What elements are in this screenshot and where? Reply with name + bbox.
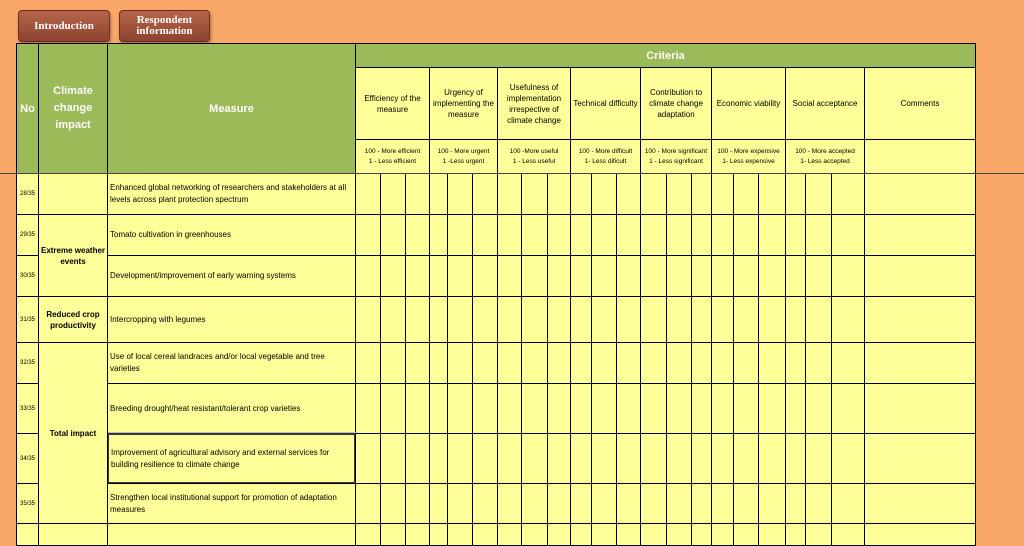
score-input-c3-3[interactable]: [547, 342, 571, 384]
score-input-c3-3[interactable]: [547, 523, 571, 546]
criteria-scale-6: [711, 139, 786, 174]
score-input-c7-3[interactable]: [831, 433, 865, 484]
score-input-c7-3[interactable]: [831, 483, 865, 524]
comments-input[interactable]: [864, 255, 976, 297]
criteria-scale-low: 1 -Less urgent: [442, 157, 485, 165]
score-input-c3-1[interactable]: [497, 173, 522, 215]
row-no-text: 28/35: [19, 191, 35, 197]
score-input-c3-2[interactable]: [521, 296, 548, 343]
header-no-text: No: [20, 102, 35, 115]
score-input-c4-3[interactable]: [616, 255, 641, 297]
score-input-c6-1[interactable]: [711, 383, 734, 434]
score-input-c3-1[interactable]: [497, 383, 522, 434]
row-no-text: 29/35: [19, 232, 35, 238]
score-input-c5-2[interactable]: [666, 342, 692, 384]
score-input-c7-2[interactable]: [805, 214, 832, 256]
respondent-button-label-2: information: [136, 25, 193, 37]
score-input-c1-1[interactable]: [355, 296, 381, 343]
row-no: [16, 214, 39, 256]
row-no: [16, 383, 39, 434]
score-input-c2-2[interactable]: [447, 296, 473, 343]
header-criteria: [355, 43, 976, 68]
score-input-c3-2[interactable]: [521, 255, 548, 297]
criteria-scale-low: 1 - Less significant: [649, 157, 703, 165]
score-input-c4-3[interactable]: [616, 342, 641, 384]
score-input-c3-1[interactable]: [497, 255, 522, 297]
score-input-c4-1[interactable]: [570, 483, 592, 524]
score-input-c3-1[interactable]: [497, 433, 522, 484]
score-input-c2-2[interactable]: [447, 383, 473, 434]
score-input-c6-2[interactable]: [733, 523, 759, 546]
score-input-c7-3[interactable]: [831, 523, 865, 546]
impact-total: [38, 342, 108, 524]
score-input-c4-3[interactable]: [616, 214, 641, 256]
score-input-c4-1[interactable]: [570, 383, 592, 434]
score-input-c7-3[interactable]: [831, 173, 865, 215]
score-input-c3-1[interactable]: [497, 523, 522, 546]
score-input-c6-3[interactable]: [758, 214, 786, 256]
impact-extreme-weather: [38, 214, 108, 297]
score-input-c2-3[interactable]: [472, 483, 498, 524]
score-input-c4-1[interactable]: [570, 342, 592, 384]
score-input-c4-2[interactable]: [591, 433, 617, 484]
row-no-text: 34/35: [19, 455, 35, 462]
score-input-c1-2[interactable]: [380, 483, 406, 524]
score-input-c7-1[interactable]: [785, 214, 806, 256]
score-input-c5-2[interactable]: [666, 383, 692, 434]
comments-input[interactable]: [864, 296, 976, 343]
score-input-c3-3[interactable]: [547, 173, 571, 215]
score-input-c7-2[interactable]: [805, 483, 832, 524]
comments-input[interactable]: [864, 214, 976, 256]
measure-cell-text: Development/improvement of early warning systems: [110, 271, 296, 280]
score-input-c4-2[interactable]: [591, 523, 617, 546]
score-input-c2-1[interactable]: [429, 296, 448, 343]
score-input-c4-1[interactable]: [570, 433, 592, 484]
score-input-c7-2[interactable]: [805, 383, 832, 434]
criteria-scale-high: 100 - More expensive: [717, 147, 780, 155]
criteria-scale-3: [497, 139, 571, 174]
header-line: impact: [55, 119, 91, 131]
comments-input[interactable]: [864, 523, 976, 546]
header-line: Climate: [53, 85, 93, 97]
score-input-c6-1[interactable]: [711, 255, 734, 297]
criteria-name-6-text: Economic viability: [716, 99, 781, 108]
score-input-c1-2[interactable]: [380, 342, 406, 384]
criteria-name-4: [570, 67, 641, 140]
score-input-c1-3[interactable]: [405, 433, 430, 484]
criteria-scale-low: 1 - Less useful: [512, 157, 556, 165]
header-no: [16, 43, 39, 174]
score-input-c4-1[interactable]: [570, 173, 592, 215]
score-input-c4-2[interactable]: [591, 342, 617, 384]
score-input-c7-3[interactable]: [831, 255, 865, 297]
header-line: change: [53, 102, 93, 114]
score-input-c6-1[interactable]: [711, 173, 734, 215]
score-input-c4-2[interactable]: [591, 255, 617, 297]
criteria-name-3: [497, 67, 571, 140]
score-input-c7-1[interactable]: [785, 342, 806, 384]
row-no-text: 35/35: [19, 500, 35, 507]
score-input-c1-3[interactable]: [405, 523, 430, 546]
score-input-c5-2[interactable]: [666, 173, 692, 215]
score-input-c6-2[interactable]: [733, 296, 759, 343]
score-input-c2-2[interactable]: [447, 214, 473, 256]
criteria-scale-high: 100 - More efficient: [364, 147, 421, 155]
header-measure: [107, 43, 356, 174]
score-input-c7-2[interactable]: [805, 173, 832, 215]
score-input-c2-2[interactable]: [447, 483, 473, 524]
score-input-c3-2[interactable]: [521, 214, 548, 256]
row-no: [16, 342, 39, 384]
measure-cell[interactable]: [107, 255, 356, 297]
criteria-scale-1: [355, 139, 430, 174]
score-input-c7-3[interactable]: [831, 296, 865, 343]
score-input-c2-1[interactable]: [429, 523, 448, 546]
score-input-c1-1[interactable]: [355, 383, 381, 434]
score-input-c5-1[interactable]: [640, 296, 667, 343]
score-input-c3-1[interactable]: [497, 296, 522, 343]
score-input-c1-2[interactable]: [380, 173, 406, 215]
score-input-c1-2[interactable]: [380, 214, 406, 256]
criteria-scale-low: 1 - Less efficient: [368, 157, 417, 165]
score-input-c3-3[interactable]: [547, 296, 571, 343]
score-input-c7-2[interactable]: [805, 255, 832, 297]
score-input-c5-1[interactable]: [640, 214, 667, 256]
score-input-c2-3[interactable]: [472, 523, 498, 546]
score-input-c2-3[interactable]: [472, 342, 498, 384]
measure-cell[interactable]: [107, 173, 356, 215]
score-input-c2-3[interactable]: [472, 296, 498, 343]
score-input-c1-3[interactable]: [405, 342, 430, 384]
score-input-c1-2[interactable]: [380, 433, 406, 484]
score-input-c1-2[interactable]: [380, 523, 406, 546]
criteria-scale-7: [785, 139, 865, 174]
score-input-c2-3[interactable]: [472, 173, 498, 215]
score-input-c7-3[interactable]: [831, 383, 865, 434]
score-input-c4-2[interactable]: [591, 173, 617, 215]
score-input-c2-1[interactable]: [429, 342, 448, 384]
score-input-c5-3[interactable]: [691, 383, 712, 434]
score-input-c1-1[interactable]: [355, 342, 381, 384]
score-input-c6-2[interactable]: [733, 433, 759, 484]
measure-cell-text: Breeding drought/heat resistant/tolerant crop varieties: [110, 403, 301, 413]
score-input-c6-3[interactable]: [758, 173, 786, 215]
score-input-c1-2[interactable]: [380, 296, 406, 343]
score-input-c3-3[interactable]: [547, 483, 571, 524]
score-input-c6-3[interactable]: [758, 296, 786, 343]
criteria-name-2: [429, 67, 498, 140]
score-input-c4-2[interactable]: [591, 383, 617, 434]
score-input-c7-1[interactable]: [785, 255, 806, 297]
score-input-c6-2[interactable]: [733, 342, 759, 384]
score-input-c2-2[interactable]: [447, 433, 473, 484]
criteria-name-2-text: Urgency of implementing the measure: [433, 88, 494, 119]
comments-input[interactable]: [864, 383, 976, 434]
row-no-text: 32/35: [19, 360, 35, 366]
measure-cell-text: Use of local cereal landraces and/or local vegetable and tree varieties: [110, 352, 325, 373]
measure-cell-text: Intercropping with legumes: [110, 314, 206, 324]
criteria-name-1-text: Efficiency of the measure: [364, 93, 421, 114]
row-no: [16, 483, 39, 524]
score-input-c6-3[interactable]: [758, 433, 786, 484]
score-input-c5-2[interactable]: [666, 296, 692, 343]
criteria-scale-5: [640, 139, 712, 174]
score-input-c4-3[interactable]: [616, 483, 641, 524]
score-input-c5-3[interactable]: [691, 483, 712, 524]
header-comments-text: Comments: [900, 99, 940, 108]
score-input-c7-1[interactable]: [785, 296, 806, 343]
score-input-c4-2[interactable]: [591, 214, 617, 256]
score-input-c4-2[interactable]: [591, 296, 617, 343]
score-input-c1-1[interactable]: [355, 255, 381, 297]
score-input-c3-2[interactable]: [521, 383, 548, 434]
score-input-c1-1[interactable]: [355, 483, 381, 524]
header-measure-text: Measure: [209, 102, 254, 115]
score-input-c2-1[interactable]: [429, 214, 448, 256]
score-input-c3-3[interactable]: [547, 214, 571, 256]
score-input-c3-3[interactable]: [547, 383, 571, 434]
criteria-scale-high: 100 - More accepted: [795, 147, 855, 155]
score-input-c5-2[interactable]: [666, 523, 692, 546]
score-input-c6-2[interactable]: [733, 214, 759, 256]
measure-cell[interactable]: [107, 296, 356, 343]
criteria-scale-2: [429, 139, 498, 174]
score-input-c7-3[interactable]: [831, 214, 865, 256]
criteria-name-5-text: Contribution to climate change adaptation: [649, 88, 703, 119]
score-input-c7-1[interactable]: [785, 383, 806, 434]
measure-cell[interactable]: [107, 433, 356, 484]
score-input-c2-1[interactable]: [429, 433, 448, 484]
row-no: [16, 433, 39, 484]
score-input-c4-1[interactable]: [570, 255, 592, 297]
score-input-c6-3[interactable]: [758, 383, 786, 434]
score-input-c2-2[interactable]: [447, 523, 473, 546]
score-input-c4-3[interactable]: [616, 173, 641, 215]
impact-reduced-crop: [38, 296, 108, 343]
score-input-c1-1[interactable]: [355, 214, 381, 256]
score-input-c5-3[interactable]: [691, 214, 712, 256]
score-input-c1-3[interactable]: [405, 255, 430, 297]
score-input-c5-1[interactable]: [640, 523, 667, 546]
score-input-c4-3[interactable]: [616, 433, 641, 484]
score-input-c6-1[interactable]: [711, 214, 734, 256]
criteria-scale-low: 1- Less expensive: [722, 157, 775, 165]
score-input-c2-3[interactable]: [472, 433, 498, 484]
impact-blank: [38, 523, 108, 546]
row-no: [16, 173, 39, 215]
measure-cell-text: Strengthen local institutional support for promotion of adaptation measures: [110, 492, 337, 514]
criteria-name-1: [355, 67, 430, 140]
score-input-c5-1[interactable]: [640, 483, 667, 524]
score-input-c5-3[interactable]: [691, 255, 712, 297]
score-input-c5-2[interactable]: [666, 214, 692, 256]
score-input-c6-2[interactable]: [733, 383, 759, 434]
measure-cell[interactable]: [107, 483, 356, 524]
score-input-c6-3[interactable]: [758, 483, 786, 524]
score-input-c2-1[interactable]: [429, 255, 448, 297]
freeze-pane-line: [0, 173, 1024, 174]
impact-extreme-weather-text: Extreme weather events: [40, 245, 106, 266]
criteria-scale-high: 100 - More urgent: [437, 147, 490, 155]
header-criteria-text: Criteria: [646, 49, 685, 62]
score-input-c5-2[interactable]: [666, 483, 692, 524]
header-climate-change-impact: [38, 43, 108, 174]
score-input-c3-2[interactable]: [521, 433, 548, 484]
score-input-c5-3[interactable]: [691, 296, 712, 343]
score-input-c4-3[interactable]: [616, 523, 641, 546]
row-no: [16, 255, 39, 297]
score-input-c6-3[interactable]: [758, 342, 786, 384]
impact-blank: [38, 173, 108, 215]
score-input-c1-1[interactable]: [355, 173, 381, 215]
score-input-c1-1[interactable]: [355, 523, 381, 546]
score-input-c3-2[interactable]: [521, 523, 548, 546]
score-input-c5-3[interactable]: [691, 173, 712, 215]
introduction-button-label: Introduction: [34, 19, 94, 32]
header-comments: [864, 67, 976, 140]
score-input-c6-2[interactable]: [733, 173, 759, 215]
score-input-c6-2[interactable]: [733, 483, 759, 524]
score-input-c1-3[interactable]: [405, 483, 430, 524]
comments-input[interactable]: [864, 342, 976, 384]
score-input-c5-1[interactable]: [640, 342, 667, 384]
score-input-c4-2[interactable]: [591, 483, 617, 524]
score-input-c6-1[interactable]: [711, 523, 734, 546]
measure-cell[interactable]: [107, 214, 356, 256]
score-input-c5-2[interactable]: [666, 433, 692, 484]
score-input-c2-1[interactable]: [429, 173, 448, 215]
measure-cell-text: Tomato cultivation in greenhouses: [110, 230, 231, 239]
score-input-c2-2[interactable]: [447, 173, 473, 215]
score-input-c1-3[interactable]: [405, 214, 430, 256]
score-input-c2-2[interactable]: [447, 342, 473, 384]
score-input-c6-3[interactable]: [758, 523, 786, 546]
criteria-name-3-text: Usefulness of implementation irrespective of climate change: [506, 82, 562, 125]
score-input-c6-2[interactable]: [733, 255, 759, 297]
measure-cell[interactable]: [107, 383, 356, 434]
measure-cell[interactable]: [107, 523, 356, 546]
row-no-text: 33/35: [19, 405, 35, 412]
score-input-c1-1[interactable]: [355, 433, 381, 484]
criteria-scale-high: 100 - More difficult: [578, 147, 633, 155]
score-input-c7-2[interactable]: [805, 523, 832, 546]
criteria-name-5: [640, 67, 712, 140]
score-input-c5-1[interactable]: [640, 173, 667, 215]
respondent-button-label-1: Respondent: [136, 14, 193, 26]
comments-scale-blank: [864, 139, 976, 174]
score-input-c7-1[interactable]: [785, 173, 806, 215]
score-input-c5-1[interactable]: [640, 433, 667, 484]
score-input-c2-1[interactable]: [429, 483, 448, 524]
comments-input[interactable]: [864, 173, 976, 215]
score-input-c3-2[interactable]: [521, 483, 548, 524]
criteria-scale-high: 100 - More significant: [644, 147, 708, 155]
score-input-c7-1[interactable]: [785, 433, 806, 484]
criteria-scale-low: 1- Less dificult: [584, 157, 627, 165]
score-input-c2-1[interactable]: [429, 383, 448, 434]
score-input-c5-1[interactable]: [640, 383, 667, 434]
score-input-c4-1[interactable]: [570, 296, 592, 343]
score-input-c4-1[interactable]: [570, 214, 592, 256]
criteria-scale-low: 1- Less accepted: [800, 157, 850, 165]
score-input-c5-2[interactable]: [666, 255, 692, 297]
criteria-name-7: [785, 67, 865, 140]
score-input-c3-1[interactable]: [497, 342, 522, 384]
score-input-c6-1[interactable]: [711, 433, 734, 484]
score-input-c1-2[interactable]: [380, 383, 406, 434]
score-input-c1-3[interactable]: [405, 383, 430, 434]
score-input-c6-1[interactable]: [711, 483, 734, 524]
score-input-c5-3[interactable]: [691, 523, 712, 546]
score-input-c7-1[interactable]: [785, 483, 806, 524]
score-input-c2-2[interactable]: [447, 255, 473, 297]
impact-total-text: Total impact: [49, 428, 97, 438]
score-input-c3-2[interactable]: [521, 173, 548, 215]
criteria-name-4-text: Technical difficulty: [573, 99, 638, 108]
score-input-c3-3[interactable]: [547, 433, 571, 484]
score-input-c4-3[interactable]: [616, 383, 641, 434]
score-input-c3-1[interactable]: [497, 483, 522, 524]
score-input-c5-1[interactable]: [640, 255, 667, 297]
criteria-scale-4: [570, 139, 641, 174]
score-input-c4-1[interactable]: [570, 523, 592, 546]
score-input-c3-3[interactable]: [547, 255, 571, 297]
score-input-c3-2[interactable]: [521, 342, 548, 384]
score-input-c7-2[interactable]: [805, 342, 832, 384]
comments-input[interactable]: [864, 433, 976, 484]
measure-cell-text: Enhanced global networking of researchers and stakeholders at all levels across plant protection spectrum: [110, 183, 347, 204]
score-input-c7-3[interactable]: [831, 342, 865, 384]
score-input-c4-3[interactable]: [616, 296, 641, 343]
score-input-c6-1[interactable]: [711, 342, 734, 384]
criteria-name-7-text: Social acceptance: [792, 99, 858, 108]
criteria-name-6: [711, 67, 786, 140]
row-no: [16, 296, 39, 343]
score-input-c7-2[interactable]: [805, 433, 832, 484]
score-input-c7-2[interactable]: [805, 296, 832, 343]
score-input-c5-3[interactable]: [691, 433, 712, 484]
row-no: [16, 523, 39, 546]
impact-reduced-crop-text: Reduced crop productivity: [46, 309, 100, 330]
score-input-c1-3[interactable]: [405, 173, 430, 215]
score-input-c6-1[interactable]: [711, 296, 734, 343]
row-no-text: 30/35: [19, 273, 35, 279]
score-input-c2-3[interactable]: [472, 214, 498, 256]
score-input-c5-3[interactable]: [691, 342, 712, 384]
score-input-c3-1[interactable]: [497, 214, 522, 256]
score-input-c7-1[interactable]: [785, 523, 806, 546]
measure-cell-text: Improvement of agricultural advisory and external services for building resilience to climate change: [111, 447, 330, 469]
score-input-c1-3[interactable]: [405, 296, 430, 343]
score-input-c2-3[interactable]: [472, 383, 498, 434]
comments-input[interactable]: [864, 483, 976, 524]
criteria-scale-high: 100 -More useful: [509, 147, 559, 155]
score-input-c6-3[interactable]: [758, 255, 786, 297]
score-input-c2-3[interactable]: [472, 255, 498, 297]
measure-cell[interactable]: [107, 342, 356, 384]
row-no-text: 31/35: [19, 316, 35, 323]
score-input-c1-2[interactable]: [380, 255, 406, 297]
